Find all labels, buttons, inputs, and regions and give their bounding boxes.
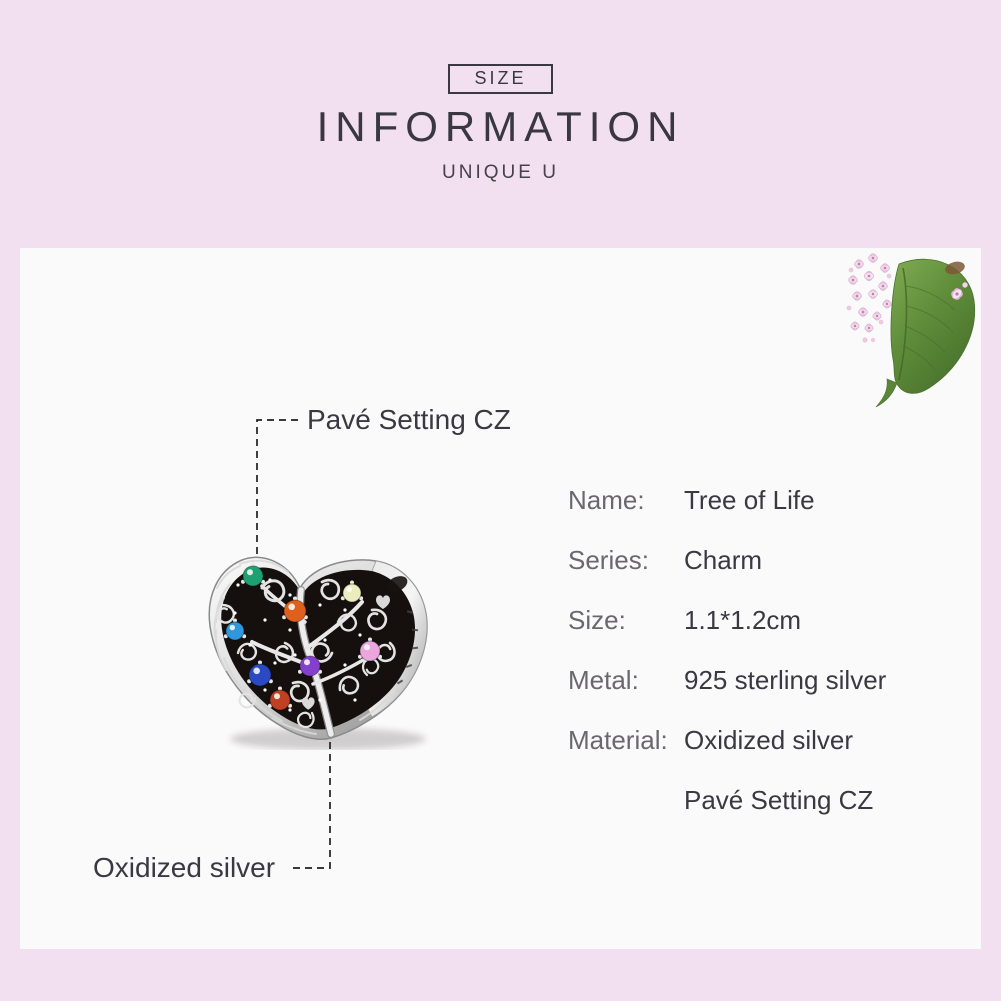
detail-row (568, 770, 886, 830)
detail-row (568, 590, 886, 650)
callout-oxidized-label: Oxidized silver (93, 852, 276, 883)
page-subtitle: UNIQUE U (442, 162, 559, 183)
detail-label: Series: (568, 544, 649, 575)
size-badge: SIZE (448, 64, 552, 94)
detail-label: Metal: (568, 664, 639, 695)
charm-image (200, 550, 440, 750)
detail-row (568, 710, 886, 770)
gem-red (270, 690, 290, 710)
leaf-flower-illustration (843, 248, 983, 413)
lilac-flowers (847, 254, 892, 343)
detail-row (568, 530, 886, 590)
gem-orange (284, 600, 306, 622)
detail-value: Tree of Life (684, 484, 815, 515)
gem-green (243, 566, 263, 586)
detail-value: Oxidized silver (684, 724, 854, 755)
detail-value: 925 sterling silver (684, 664, 887, 695)
detail-row (568, 470, 886, 530)
gem-yellow (343, 584, 361, 602)
size-badge-row (0, 64, 1001, 94)
detail-label: Material: (568, 724, 668, 755)
page-title: INFORMATION (316, 103, 685, 150)
leaf (876, 259, 975, 407)
details-table (568, 470, 886, 830)
callout-pave-label: Pavé Setting CZ (307, 404, 511, 435)
gem-purple (300, 656, 320, 676)
gem-sky-blue (226, 622, 244, 640)
detail-label: Name: (568, 484, 645, 515)
detail-label: Size: (568, 604, 626, 635)
detail-value: Pavé Setting CZ (684, 784, 874, 815)
gem-pink (360, 641, 380, 661)
gem-royal-blue (249, 664, 271, 686)
detail-value: 1.1*1.2cm (684, 604, 802, 635)
detail-row (568, 650, 886, 710)
detail-value: Charm (684, 544, 763, 575)
